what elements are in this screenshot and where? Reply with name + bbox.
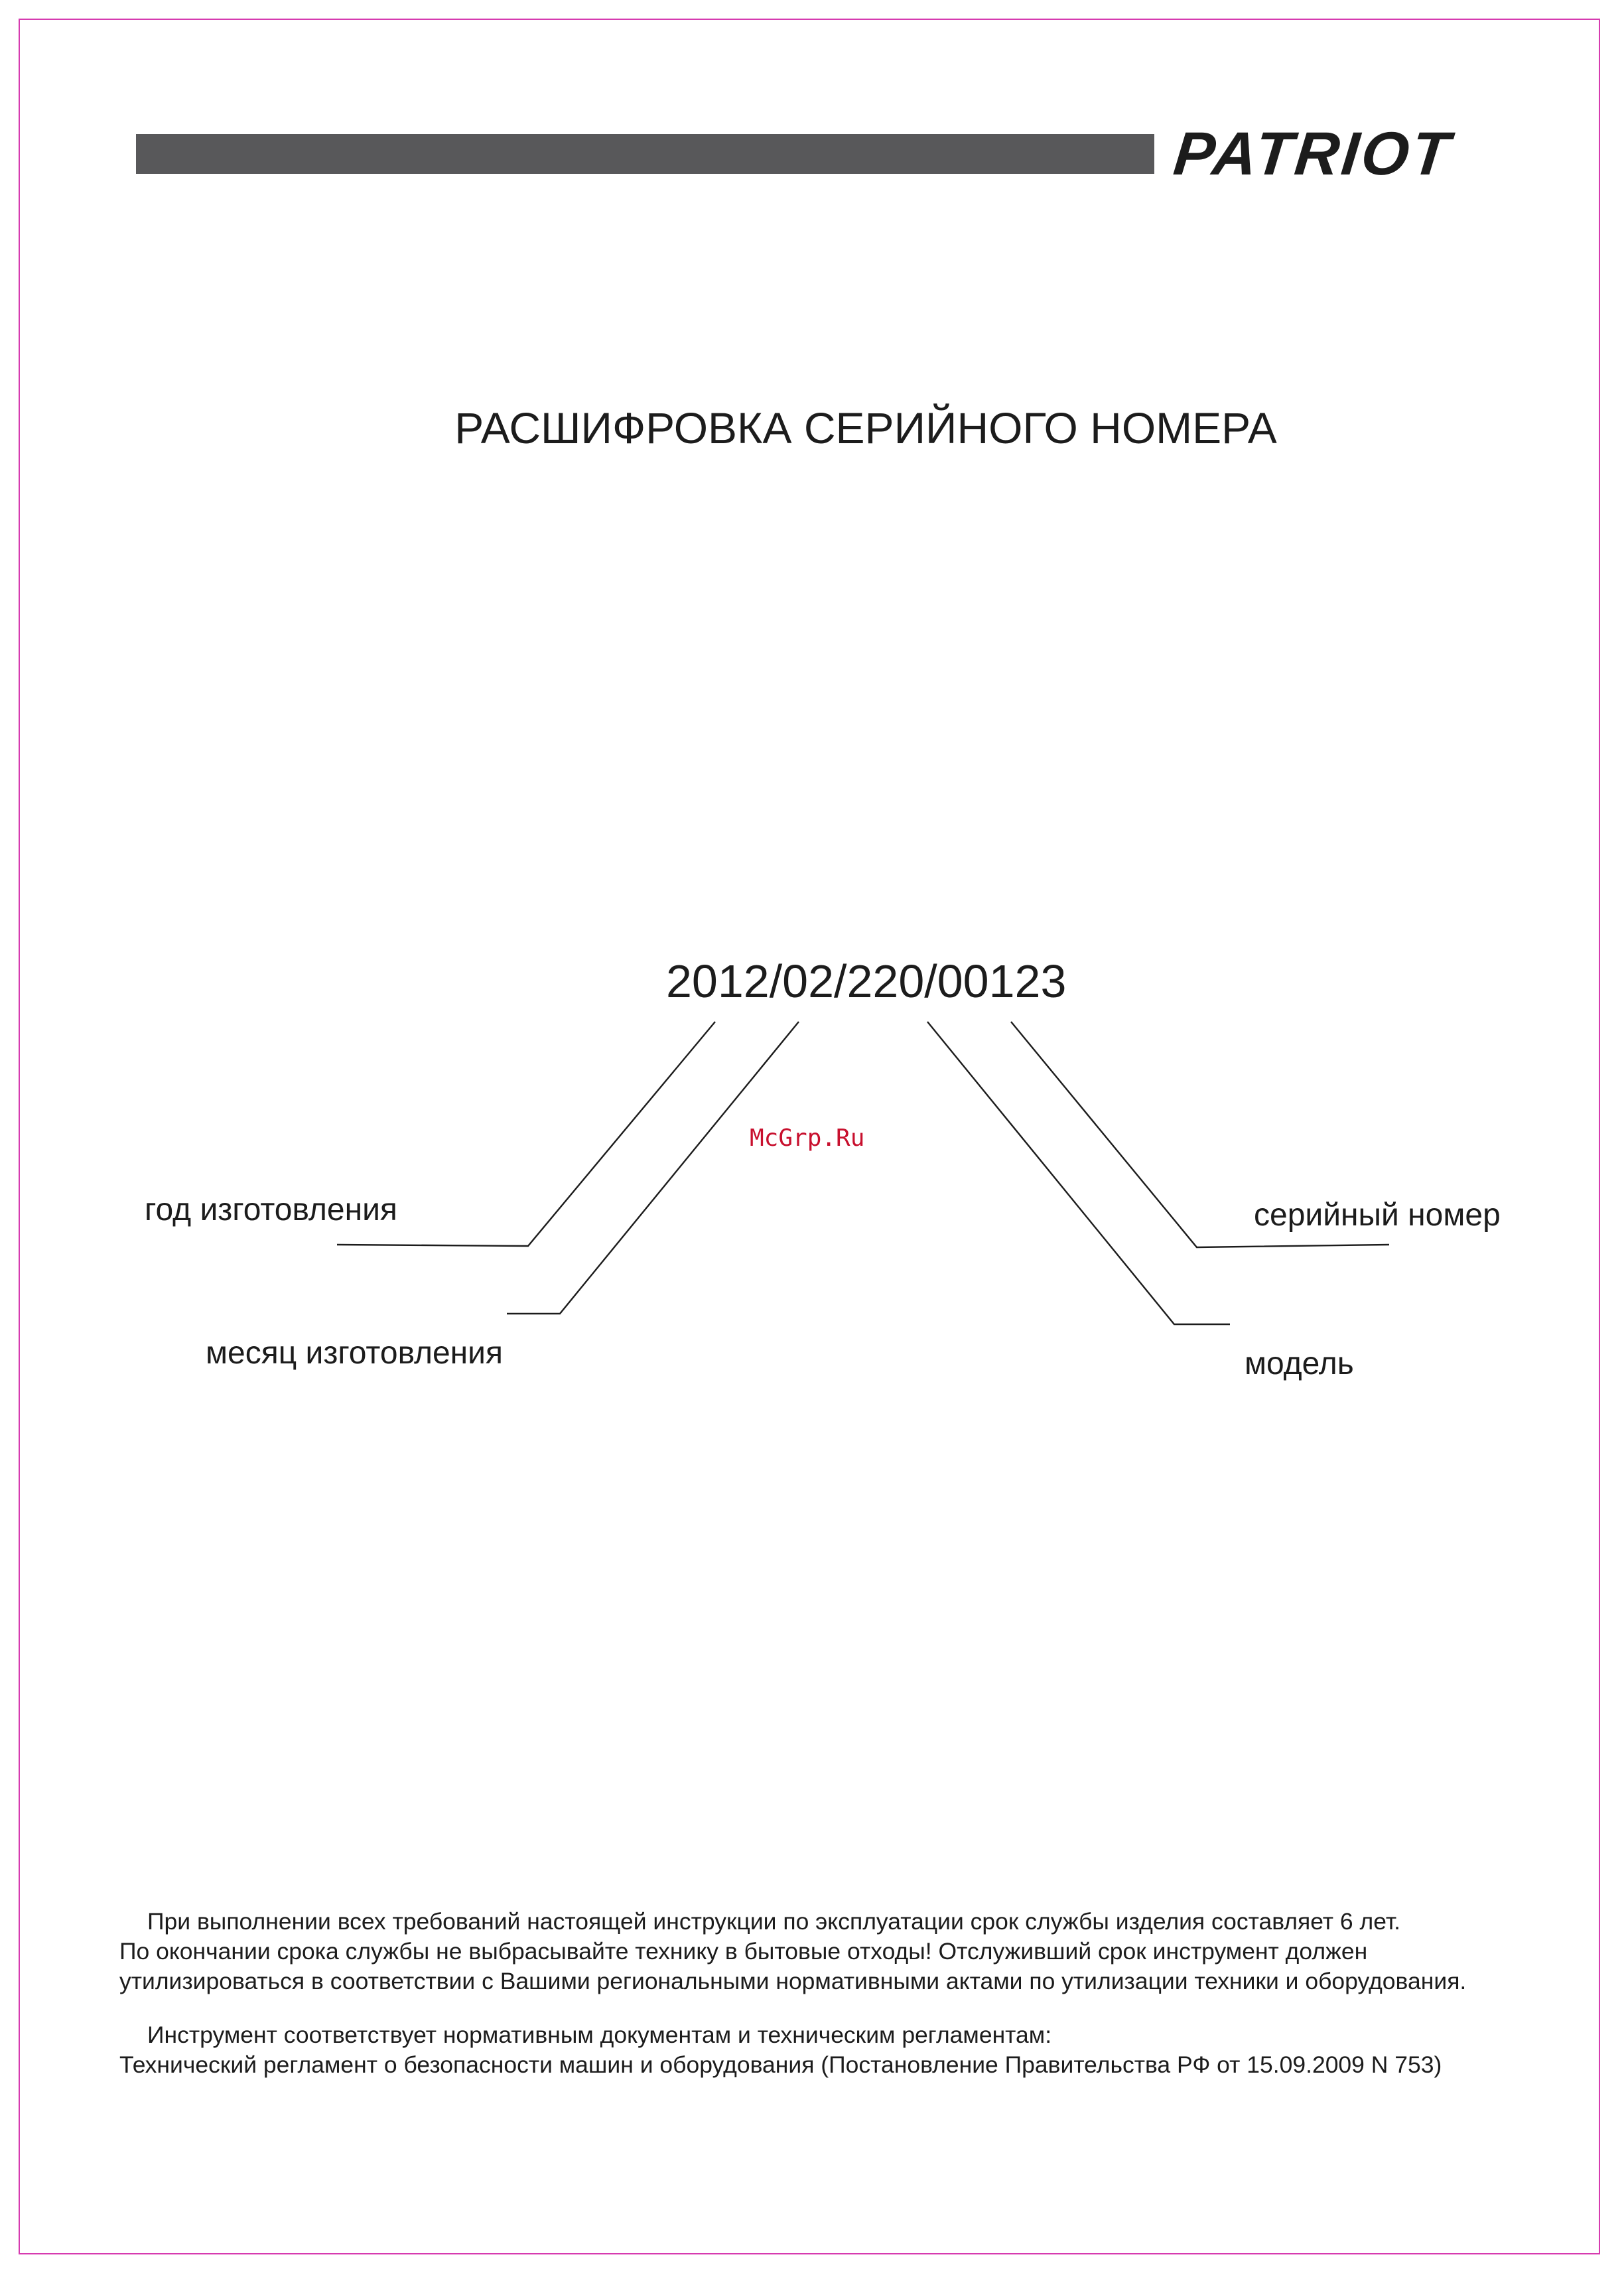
footer-line: При выполнении всех требований настоящей инструкции по эксплуатации срок службы изделия составляет 6 лет.: [147, 1908, 1401, 1935]
footer-line: Инструмент соответствует нормативным документам и техническим регламентам:: [147, 2022, 1052, 2048]
label-month-of-manufacture: месяц изготовления: [206, 1336, 503, 1371]
footer-text: [119, 1907, 1539, 2080]
footer-line: утилизироваться в соответствии с Вашими региональными нормативными актами по утилизации техники и оборудования.: [119, 1968, 1467, 1994]
footer-line: Технический регламент о безопасности машин и оборудования (Постановление Правительства РФ от 15.09.2009 N 753): [119, 2051, 1442, 2078]
footer-spacer: [119, 1996, 1539, 2020]
footer-line: По окончании срока службы не выбрасывайте технику в бытовые отходы! Отслуживший срок инструмент должен: [119, 1938, 1368, 1965]
page-title: РАСШИФРОВКА СЕРИЙНОГО НОМЕРА: [454, 403, 1277, 452]
label-serial-number: серийный номер: [1254, 1198, 1501, 1233]
header-bar: [136, 134, 1154, 174]
watermark: McGrp.Ru: [750, 1125, 865, 1152]
brand-logo: PATRIOT: [1170, 120, 1455, 188]
serial-number-example: 2012/02/220/00123: [666, 955, 1067, 1007]
label-model: модель: [1245, 1346, 1354, 1381]
label-year-of-manufacture: год изготовления: [145, 1192, 397, 1227]
